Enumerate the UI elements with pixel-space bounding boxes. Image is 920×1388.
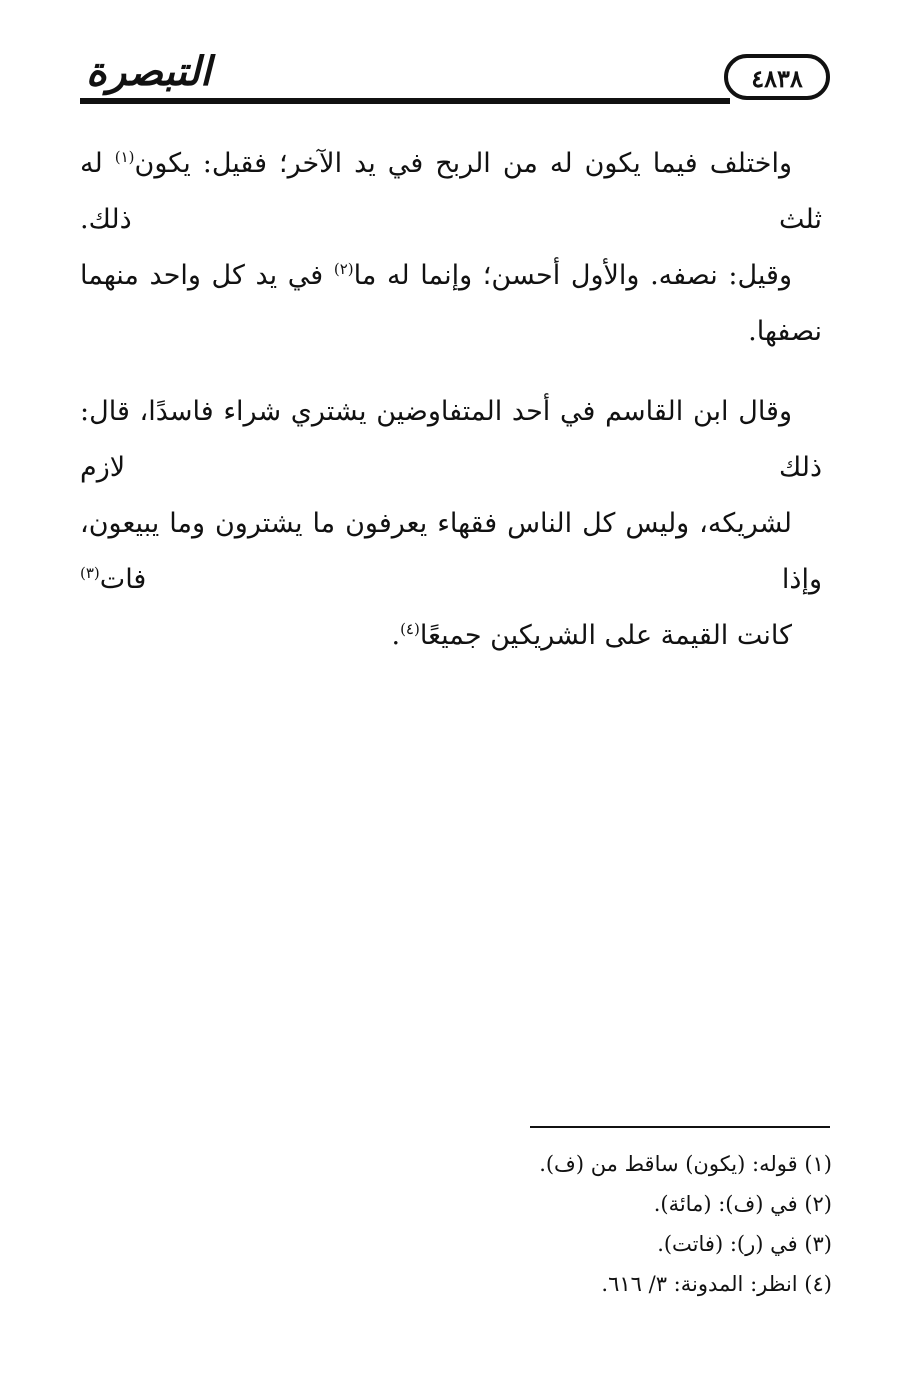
text-segment: كانت القيمة على الشريكين جميعًا: [419, 620, 792, 651]
footnote-marker-2: (٢): [333, 260, 354, 278]
text-line: [80, 384, 822, 496]
paragraph-2: [80, 384, 822, 664]
page-header: [80, 44, 830, 114]
text-segment: وقال ابن القاسم في أحد المتفاوضين يشتري شراء فاسدًا، قال: ذلك لازم: [80, 396, 822, 483]
text-segment: .: [391, 620, 401, 651]
text-line: [80, 608, 822, 664]
text-line: [80, 248, 822, 360]
text-line: [80, 496, 822, 608]
footnotes: [80, 1144, 832, 1304]
page-number: ٤٨٣٨: [751, 64, 803, 93]
text-segment: لشريكه، وليس كل الناس فقهاء يعرفون ما يشترون وما يبيعون، وإذا فات: [80, 508, 822, 595]
footnote-marker-3: (٣): [80, 564, 100, 582]
footnote-marker-4: (٤): [400, 620, 420, 638]
text-segment: في يد كل واحد منهما نصفها.: [80, 260, 822, 347]
footnote-4: (٤) انظر: المدونة: ٣/ ٦١٦.: [601, 1272, 832, 1296]
text-segment: له ثلث ذلك.: [80, 148, 822, 235]
text-segment: واختلف فيما يكون له من الربح في يد الآخر؛ فقيل: يكون: [134, 148, 792, 179]
header-rule: [80, 98, 730, 104]
footnote-1: (١) قوله: (يكون) ساقط من (ف).: [539, 1152, 832, 1176]
paragraph-1: [80, 136, 822, 360]
page-number-frame: [724, 54, 830, 100]
footnote-3: (٣) في (ر): (فاتت).: [657, 1232, 832, 1256]
text-line: [80, 136, 822, 248]
footnote-separator: [530, 1126, 830, 1128]
footnote-2: (٢) في (ف): (مائة).: [653, 1192, 832, 1216]
text-segment: وقيل: نصفه. والأول أحسن؛ وإنما له ما: [353, 260, 792, 291]
footnote-marker-1: (١): [114, 148, 135, 166]
book-title: التبصرة: [86, 48, 212, 95]
main-text: [80, 136, 822, 688]
